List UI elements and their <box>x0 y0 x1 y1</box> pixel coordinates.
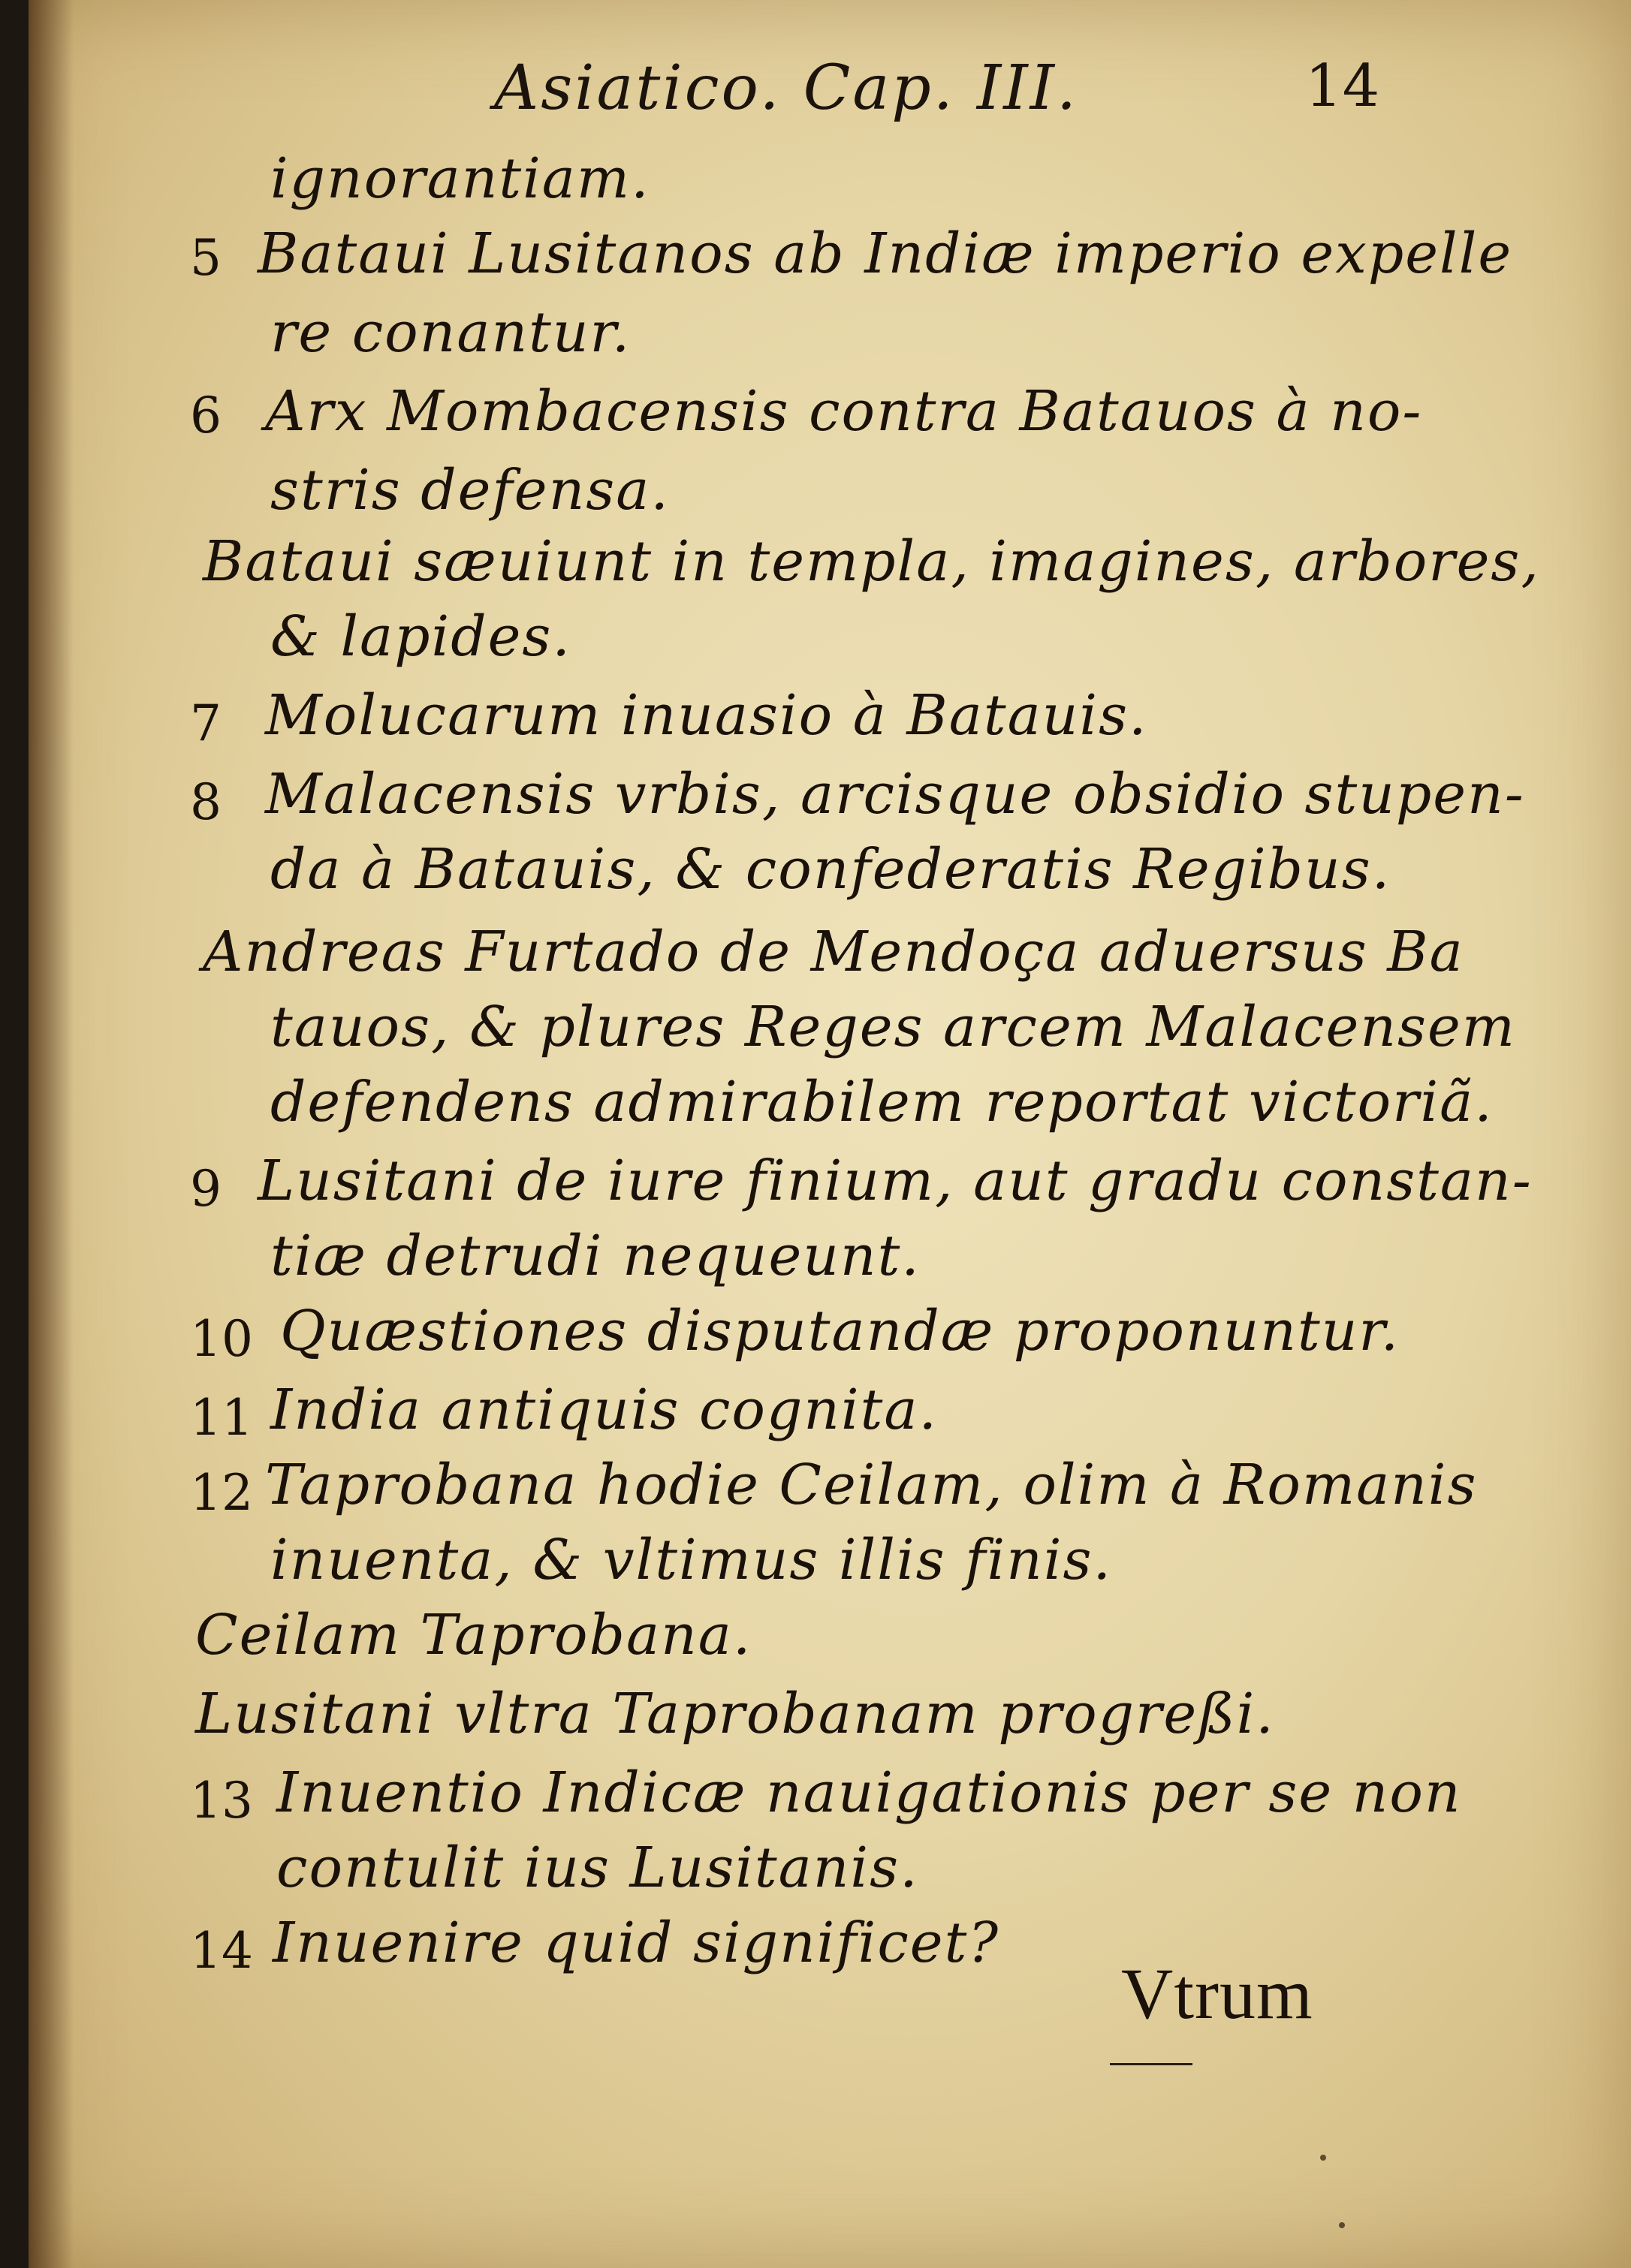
ink-speck <box>1320 2155 1326 2161</box>
summary-line: India antiquis cognita. <box>270 1378 939 1442</box>
catchword: Vtrum <box>1121 1953 1313 2034</box>
summary-line: defendens admirabilem reportat victoriã. <box>270 1070 1494 1134</box>
section-number: 12 <box>190 1464 253 1522</box>
summary-line: Quæstiones disputandæ proponuntur. <box>280 1299 1400 1363</box>
summary-line: tiæ detrudi nequeunt. <box>270 1224 921 1288</box>
running-head: Asiatico. Cap. III. <box>494 53 1079 124</box>
summary-line: inuenta, & vltimus illis finis. <box>270 1528 1112 1592</box>
summary-line: contulit ius Lusitanis. <box>276 1836 919 1900</box>
section-number: 13 <box>190 1772 253 1830</box>
catchword-underline <box>1110 2063 1192 2065</box>
summary-line: da à Batauis, & confederatis Regibus. <box>270 837 1391 902</box>
section-number: 10 <box>190 1310 253 1368</box>
summary-line: Molucarum inuasio à Batauis. <box>265 683 1148 748</box>
section-number: 7 <box>190 694 222 752</box>
summary-line: tauos, & plures Reges arcem Malacensem <box>270 995 1516 1059</box>
ink-speck <box>1339 2222 1345 2228</box>
summary-line: Andreas Furtado de Mendoça aduersus Ba <box>203 920 1464 984</box>
summary-line: Lusitani vltra Taprobanam progreßi. <box>195 1682 1275 1746</box>
summary-line: Bataui sæuiunt in templa, imagines, arbores, <box>203 529 1540 594</box>
summary-line: Inuentio Indicæ nauigationis per se non <box>276 1760 1462 1825</box>
section-number: 5 <box>190 229 222 287</box>
summary-line: Taprobana hodie Ceilam, olim à Romanis <box>265 1453 1478 1517</box>
summary-line: re conantur. <box>270 300 632 365</box>
section-number: 9 <box>190 1160 222 1218</box>
section-number: 14 <box>190 1922 253 1980</box>
summary-line: & lapides. <box>270 604 571 669</box>
summary-line: Malacensis vrbis, arcisque obsidio stupen- <box>265 762 1525 827</box>
summary-line: Inuenire quid significet? <box>273 1911 999 1975</box>
summary-line: Lusitani de iure finium, aut gradu constan- <box>258 1149 1533 1213</box>
section-number: 6 <box>190 387 222 444</box>
section-number: 8 <box>190 773 222 831</box>
book-page <box>29 0 1631 2268</box>
page-number: 14 <box>1305 53 1380 120</box>
summary-line: ignorantiam. <box>270 146 650 211</box>
summary-line: Arx Mombacensis contra Batauos à no- <box>265 379 1423 444</box>
section-number: 11 <box>190 1389 253 1447</box>
summary-line: Ceilam Taprobana. <box>195 1603 752 1667</box>
summary-line: Bataui Lusitanos ab Indiæ imperio expelle <box>258 221 1513 286</box>
chapter-summary <box>29 0 1631 2268</box>
summary-line: stris defensa. <box>270 458 670 523</box>
